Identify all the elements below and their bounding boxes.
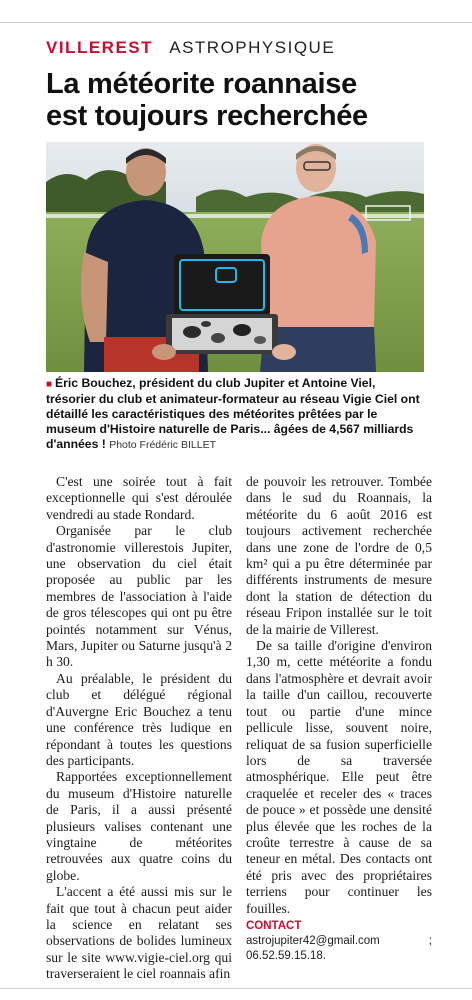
- article-column-1: [46, 474, 232, 983]
- article-photo: [46, 142, 424, 372]
- headline-line-1: La météorite roannaise: [46, 68, 357, 100]
- kicker-location: VILLEREST: [46, 38, 154, 57]
- paragraph: De sa taille d'origine d'environ 1,30 m, cette météorite a fondu dans l'atmosphère et devrait avoir la taille d'un caillou, recouverte tout ou partie d'une mince pellicule lisse, souvent noire, reliquat de sa fusion superficielle lors de sa traversée atmosphérique. Elle peut être craquelée et receler des « traces de pouce » et possède une densité plus élevée que les roches de la croûte terrestre à cause de sa teneur en métal. Des contacts ont été pris avec des propriétaires terriens pour continuer les fouilles.: [246, 638, 432, 916]
- kicker-section: ASTROPHYSIQUE: [169, 38, 336, 57]
- contact-label: CONTACT: [246, 919, 302, 932]
- paragraph: Rapportées exceptionnellement du museum d'Histoire naturelle de Paris, il a aussi présenté plusieurs valises contenant une vingtaine de météorites retrouvées aux quatre coins du globe.: [46, 769, 232, 883]
- paragraph: C'est une soirée tout à fait exceptionnelle qui s'est déroulée vendredi au stade Rondard.: [46, 474, 232, 522]
- photo-credit: Photo Frédéric BILLET: [109, 439, 216, 451]
- headline-line-2: est toujours recherchée: [46, 100, 368, 132]
- photo-caption: [46, 376, 426, 453]
- contact-line: [246, 919, 432, 964]
- caption-bullet-icon: ■: [46, 379, 53, 390]
- paragraph: Au préalable, le président du club et délégué régional d'Auvergne Eric Bouchez a tenu une conférence très ludique en répondant à toutes les questions des participants.: [46, 670, 232, 768]
- caption-text: Éric Bouchez, président du club Jupiter et Antoine Viel, trésorier du club et animateur-formateur au réseau Vigie Ciel ont détaillé les caractéristiques des météorites prêtées par le museum d'Histoire naturelle de Paris... âgées de 4,567 milliards d'années !: [46, 376, 420, 451]
- kicker: [46, 38, 335, 58]
- paragraph: de pouvoir les retrouver. Tombée dans le sud du Roannais, la météorite du 6 août 2016 est toujours activement recherchée dans une zone de l'ordre de 0,5 km² qui a pu être déterminée par différents instruments de mesure dont la station de détection du réseau Fripon installée sur le toit de la mairie de Villerest.: [246, 474, 432, 637]
- headline: [46, 68, 446, 132]
- paragraph: L'accent a été aussi mis sur le fait que tout à chacun peut aider la science en relatant ses observations de bolides lumineux sur le site www.vigie-ciel.org qui traverseraient le ciel roannais afin: [46, 884, 232, 982]
- bottom-rule: [0, 988, 472, 989]
- contact-details: astrojupiter42@gmail.com ; 06.52.59.15.18.: [246, 934, 432, 962]
- article-column-2: [246, 474, 432, 964]
- paragraph: Organisée par le club d'astronomie villerestois Jupiter, une observation du ciel était proposée au public par les membres de l'association à l'aide de gros télescopes qui ont pu être pointés notamment sur Vénus, Mars, Jupiter ou Saturne jusqu'à 2 h 30.: [46, 523, 232, 670]
- top-rule: [0, 22, 472, 23]
